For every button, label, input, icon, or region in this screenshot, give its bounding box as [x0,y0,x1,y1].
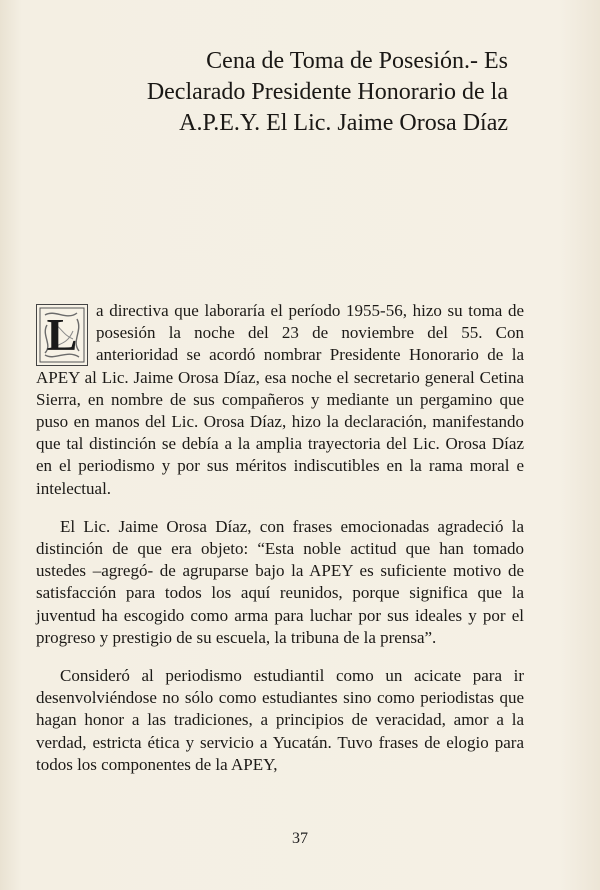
paragraph-1-text: a directiva que laboraría el período 1955-56, hizo su toma de posesión la noche del 23 de noviembre del 55. Con anterioridad se acordó nombrar Presidente Honorario de la APEY al Lic. Jaime Orosa Díaz, esa noche el secretario general Cetina Sierra, en nombre de sus compañeros y mediante un pergamino que puso en manos del Lic. Orosa Díaz, hizo la declaración, manifestando que tal distinción se debía a la amplia trayectoria del Lic. Orosa Díaz en el periodismo y por sus méritos indiscutibles en la rama moral e intelectual. [36,301,524,498]
title-line-2: Declarado Presidente Honorario de la [146,79,508,105]
chapter-title [68,46,508,139]
dropcap-letter: L [46,308,78,360]
page-number: 37 [292,830,308,847]
title-line-3: A.P.E.Y. El Lic. Jaime Orosa Díaz [179,110,508,136]
paragraph-1 [36,300,524,500]
ornamental-dropcap-icon [36,304,88,366]
paragraph-3: Consideró al periodismo estudiantil como un acicate para ir desenvolviéndose no sólo como estudiantes sino como periodistas que hagan honor a las tradiciones, a principios de veracidad, amor a la verdad, estricta ética y servicio a Yucatán. Tuvo frases de elogio para todos los componentes de la APEY, [36,666,524,774]
title-line-1: Cena de Toma de Posesión.- Es [206,48,508,74]
body-text [36,300,524,792]
paragraph-2: El Lic. Jaime Orosa Díaz, con frases emocionadas agradeció la distinción de que era objeto: “Esta noble actitud que han tomado ustedes –agregó- de agruparse bajo la APEY es suficiente motivo de satisfacción para todos los aquí reunidos, porque significa que la juventud ha escogido como arma para luchar por sus ideales y por el progreso y prestigio de su escuela, la tribuna de la prensa”. [36,516,524,647]
